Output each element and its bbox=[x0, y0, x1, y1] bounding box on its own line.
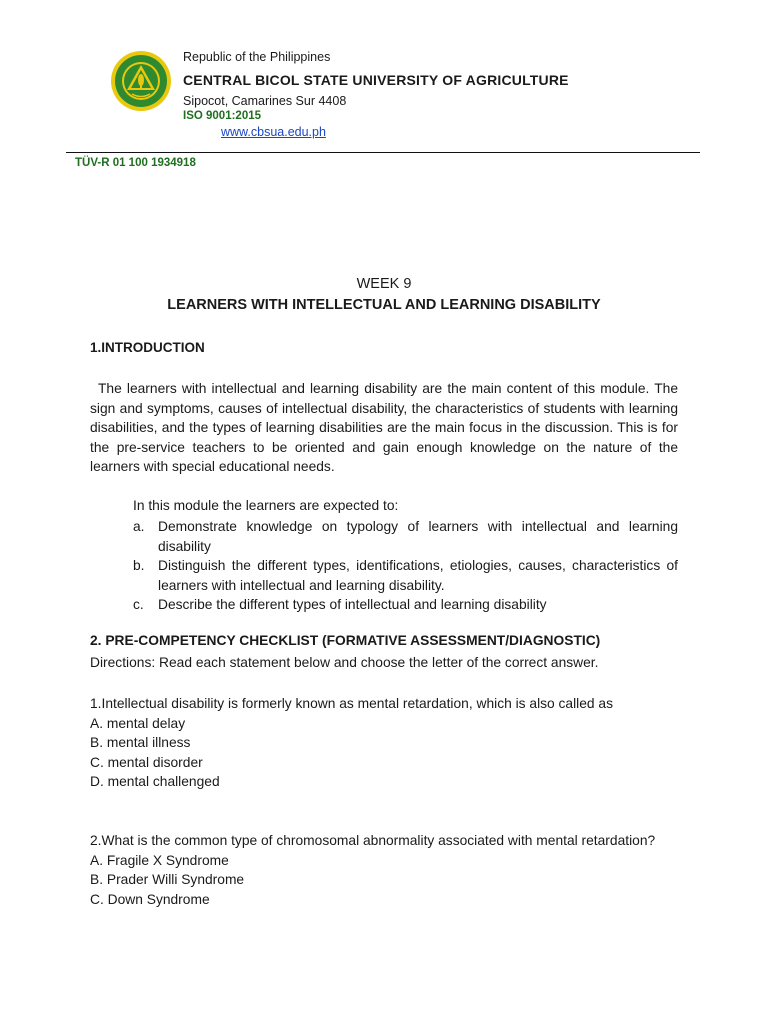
directions-text: Directions: Read each statement below and choose the letter of the correct answer. bbox=[90, 655, 599, 670]
republic-line: Republic of the Philippines bbox=[183, 50, 331, 64]
answer-option: D. mental challenged bbox=[90, 774, 220, 789]
document-title: LEARNERS WITH INTELLECTUAL AND LEARNING DISABILITY bbox=[167, 297, 601, 313]
iso-certification: ISO 9001:2015 bbox=[183, 110, 262, 122]
objective-item bbox=[133, 595, 678, 615]
answer-option: B. Prader Willi Syndrome bbox=[90, 872, 245, 887]
objective-text: Distinguish the different types, identifications, etiologies, causes, characteristics of learners with intellectual and learning disability. bbox=[158, 558, 678, 593]
website-link[interactable]: www.cbsua.edu.ph bbox=[221, 125, 326, 139]
week-label: WEEK 9 bbox=[356, 276, 412, 292]
section-heading-introduction: 1.INTRODUCTION bbox=[90, 340, 205, 355]
answer-option: C. Down Syndrome bbox=[90, 891, 210, 907]
answer-option: C. mental disorder bbox=[90, 754, 203, 770]
objectives-lead: In this module the learners are expected to: bbox=[133, 498, 399, 513]
header-divider bbox=[66, 152, 700, 153]
university-address: Sipocot, Camarines Sur 4408 bbox=[183, 94, 347, 108]
intro-paragraph: The learners with intellectual and learning disability are the main content of this module. The sign and symptoms, causes of intellectual disability, the characteristics of students with learning disabilities, and the types of learning disabilities are the main focus in the discussion. This is for the pre-service teachers to be oriented and gain enough knowledge on the nature of the learners with special educational needs. bbox=[90, 381, 678, 474]
university-seal-icon bbox=[110, 50, 172, 112]
question-text: 1.Intellectual disability is formerly known as mental retardation, which is also called as bbox=[90, 696, 613, 711]
objective-marker: c. bbox=[133, 597, 144, 612]
objective-marker: b. bbox=[133, 558, 145, 573]
question-block bbox=[90, 831, 678, 909]
objective-text: Describe the different types of intellectual and learning disability bbox=[158, 597, 547, 612]
objectives-list bbox=[133, 517, 678, 615]
section-heading-checklist: 2. PRE-COMPETENCY CHECKLIST (FORMATIVE ASSESSMENT/DIAGNOSTIC) bbox=[90, 633, 601, 648]
tuv-certificate: TÜV-R 01 100 1934918 bbox=[75, 157, 196, 169]
answer-option: B. mental illness bbox=[90, 735, 191, 750]
objective-marker: a. bbox=[133, 519, 145, 534]
letterhead bbox=[0, 0, 768, 180]
university-name: CENTRAL BICOL STATE UNIVERSITY OF AGRICULTURE bbox=[183, 72, 569, 88]
objective-text: Demonstrate knowledge on typology of learners with intellectual and learning disability bbox=[158, 519, 678, 554]
answer-option: A. Fragile X Syndrome bbox=[90, 852, 229, 868]
answer-option: A. mental delay bbox=[90, 715, 186, 731]
question-block bbox=[90, 694, 678, 792]
question-text: 2.What is the common type of chromosomal abnormality associated with mental retardation? bbox=[90, 833, 656, 848]
objective-item bbox=[133, 517, 678, 556]
objective-item bbox=[133, 556, 678, 595]
